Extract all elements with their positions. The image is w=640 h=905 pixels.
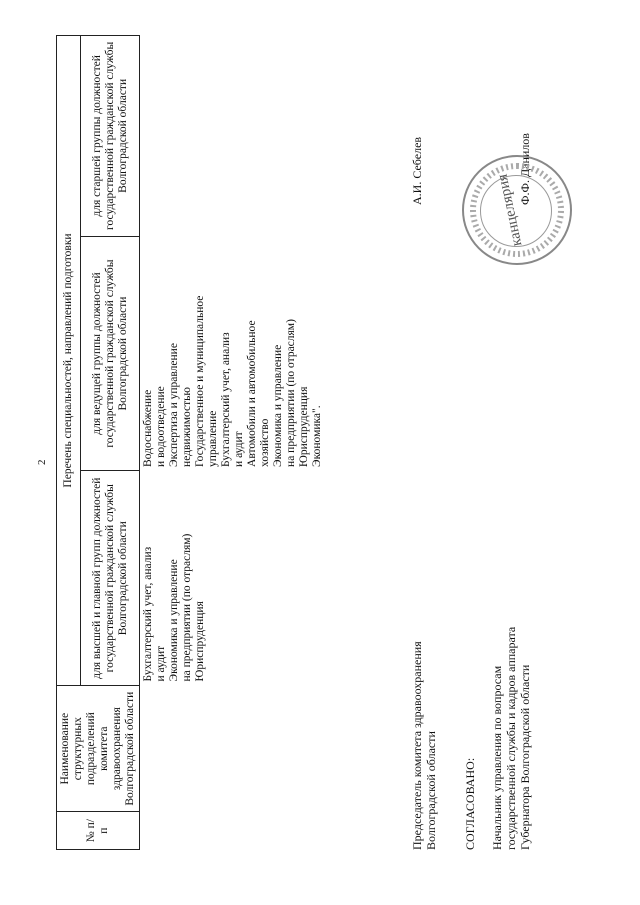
header-division-name: Наименование структурных подразделений комитета здравоохранения Волгоградской области	[57, 685, 140, 811]
list-item: Автомобили и автомобильное	[246, 320, 258, 467]
list-item: хозяйство	[259, 418, 271, 467]
list-item: Экспертиза и управление	[168, 343, 180, 467]
header-older-group: для старшей группы должностей государственной гражданской службы Волгоградской области	[81, 36, 140, 237]
list-item: Экономика и управление	[272, 344, 284, 467]
list-item: Экономика и управление	[168, 559, 180, 682]
head-signature-name: Ф.Ф. Данилов	[518, 133, 532, 205]
list-item: на предприятии (по отраслям)	[181, 533, 193, 682]
header-senior-groups: для высшей и главной групп должностей государственной гражданской службы Волгоградской области	[81, 471, 140, 686]
list-item: и аудит	[155, 645, 167, 682]
header-specialties-group: Перечень специальностей, направлений подготовки	[57, 36, 81, 686]
list-item: Водоснабжение	[142, 389, 154, 467]
header-number: № п/п	[57, 812, 140, 850]
list-item: Государственное и муниципальное	[194, 295, 206, 467]
list-item: Бухгалтерский учет, анализ	[220, 332, 232, 467]
stamp-center-text: канцелярия	[494, 172, 526, 248]
col2-specialties-list	[140, 236, 327, 471]
list-item: и водоотведение	[155, 386, 167, 467]
office-stamp	[462, 155, 572, 265]
list-item: Экономика".	[311, 405, 323, 467]
list-item: на предприятии (по отраслям)	[285, 319, 297, 467]
list-item: Юриспруденция	[194, 601, 206, 682]
head-title: Начальник управления по вопросам государственной службы и кадров аппарата Губернатора Волгоградской области	[490, 626, 532, 850]
chair-signature-name: А.И. Себелев	[410, 136, 424, 205]
table-row	[140, 36, 327, 850]
list-item: Бухгалтерский учет, анализ	[142, 546, 154, 682]
agreed-label: СОГЛАСОВАНО:	[463, 757, 477, 850]
col1-specialties-list	[140, 471, 327, 686]
list-item: Юриспруденция	[298, 386, 310, 467]
header-leading-group: для ведущей группы должностей государственной гражданской службы Волгоградской области	[81, 236, 140, 471]
list-item: недвижимостью	[181, 387, 193, 467]
list-item: управление	[207, 410, 219, 467]
chair-title: Председатель комитета здравоохранения Волгоградской области	[410, 641, 438, 850]
list-item: и аудит	[233, 431, 245, 467]
specialties-table	[56, 35, 326, 850]
page-number: 2	[36, 459, 48, 465]
